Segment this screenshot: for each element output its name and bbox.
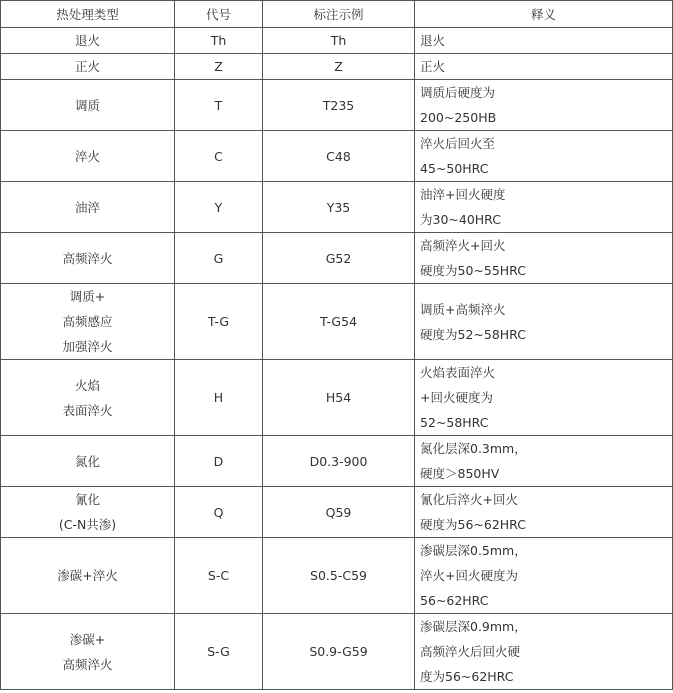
- table-header-row: [1, 1, 673, 28]
- cell-type-line: 渗碳+淬火: [57, 568, 118, 583]
- cell-type-line: 高频淬火: [62, 656, 113, 672]
- cell-type-line: 调质+: [69, 289, 106, 304]
- table-row: [1, 80, 673, 131]
- header-code: 代号: [175, 1, 263, 28]
- cell-meaning: [415, 436, 673, 487]
- cell-meaning: [415, 360, 673, 436]
- cell-code: Z: [175, 54, 263, 80]
- cell-meaning-line: 45~50HRC: [420, 161, 489, 176]
- cell-meaning-line: 度为56~62HRC: [420, 669, 514, 684]
- cell-meaning-line: 56~62HRC: [420, 593, 489, 608]
- cell-example: Z: [263, 54, 415, 80]
- cell-meaning: [415, 614, 673, 690]
- cell-example: C48: [263, 131, 415, 182]
- cell-type-line: 火焰: [74, 377, 100, 393]
- cell-type-line: 高频淬火: [62, 250, 113, 266]
- table-body: [1, 28, 673, 690]
- cell-meaning-line: 高频淬火+回火: [420, 238, 506, 253]
- cell-meaning: [415, 54, 673, 80]
- cell-type-line: 加强淬火: [62, 339, 113, 354]
- cell-meaning-line: 调质后硬度为: [420, 85, 496, 100]
- cell-type-line: 淬火: [74, 148, 100, 164]
- cell-example: H54: [263, 360, 415, 436]
- cell-example: Q59: [263, 487, 415, 538]
- cell-meaning-line: 硬度＞850HV: [420, 466, 500, 481]
- cell-meaning-line: 硬度为56~62HRC: [420, 517, 526, 532]
- cell-example: T-G54: [263, 284, 415, 360]
- cell-meaning-line: 氰化后淬火+回火: [420, 492, 518, 507]
- cell-type: [1, 233, 175, 284]
- cell-code: T-G: [175, 284, 263, 360]
- table-row: [1, 131, 673, 182]
- cell-meaning-line: 硬度为50~55HRC: [420, 263, 526, 278]
- table-row: [1, 614, 673, 690]
- cell-meaning-line: +回火硬度为: [420, 390, 493, 405]
- table-row: [1, 360, 673, 436]
- table-row: [1, 182, 673, 233]
- cell-type: [1, 54, 175, 80]
- cell-meaning-line: 渗碳层深0.5mm，: [420, 543, 527, 558]
- cell-meaning-line: 渗碳层深0.9mm，: [420, 619, 527, 634]
- cell-type: [1, 80, 175, 131]
- cell-code: Q: [175, 487, 263, 538]
- table-row: [1, 284, 673, 360]
- cell-meaning: [415, 487, 673, 538]
- cell-meaning: [415, 131, 673, 182]
- header-type: 热处理类型: [1, 1, 175, 28]
- cell-type-line: 退火: [74, 33, 100, 48]
- cell-type: [1, 360, 175, 436]
- cell-meaning: [415, 233, 673, 284]
- cell-type-line: 油淬: [74, 199, 100, 215]
- cell-type-line: 调质: [74, 97, 100, 113]
- cell-meaning-line: 高频淬火后回火硬: [420, 644, 521, 659]
- table-row: [1, 54, 673, 80]
- cell-type: [1, 284, 175, 360]
- cell-code: Y: [175, 182, 263, 233]
- cell-meaning: [415, 80, 673, 131]
- cell-meaning-line: 为30~40HRC: [420, 212, 501, 227]
- cell-type-line: 高频感应: [62, 314, 113, 329]
- cell-meaning-line: 淬火+回火硬度为: [420, 568, 518, 583]
- cell-type-line: (C-N共渗): [58, 517, 117, 532]
- cell-meaning: [415, 284, 673, 360]
- cell-type: [1, 436, 175, 487]
- cell-meaning-line: 淬火后回火至: [420, 136, 496, 151]
- cell-type-line: 氮化: [74, 453, 100, 469]
- cell-type-line: 表面淬火: [62, 402, 113, 418]
- cell-meaning: [415, 28, 673, 54]
- cell-type-line: 渗碳+: [69, 631, 106, 647]
- cell-meaning-line: 氮化层深0.3mm，: [420, 441, 527, 456]
- cell-example: D0.3-900: [263, 436, 415, 487]
- cell-code: H: [175, 360, 263, 436]
- cell-type-line: 氰化: [74, 492, 100, 507]
- cell-example: Th: [263, 28, 415, 54]
- cell-meaning-line: 调质+高频淬火: [420, 301, 506, 317]
- table-row: [1, 436, 673, 487]
- cell-example: G52: [263, 233, 415, 284]
- cell-meaning-line: 52~58HRC: [420, 415, 489, 430]
- table-row: [1, 28, 673, 54]
- cell-example: S0.9-G59: [263, 614, 415, 690]
- cell-code: S-C: [175, 538, 263, 614]
- cell-meaning-line: 油淬+回火硬度: [420, 187, 506, 202]
- cell-meaning-line: 正火: [420, 59, 446, 74]
- cell-meaning-line: 退火: [420, 33, 446, 48]
- cell-type: [1, 614, 175, 690]
- cell-meaning: [415, 182, 673, 233]
- cell-type: [1, 538, 175, 614]
- cell-example: T235: [263, 80, 415, 131]
- cell-code: C: [175, 131, 263, 182]
- cell-type: [1, 131, 175, 182]
- cell-meaning-line: 200~250HB: [420, 110, 497, 125]
- cell-type-line: 正火: [74, 59, 100, 74]
- cell-code: G: [175, 233, 263, 284]
- table-row: [1, 233, 673, 284]
- cell-type: [1, 28, 175, 54]
- cell-meaning: [415, 538, 673, 614]
- cell-code: S-G: [175, 614, 263, 690]
- header-meaning: 释义: [415, 1, 673, 28]
- cell-example: Y35: [263, 182, 415, 233]
- table-row: [1, 538, 673, 614]
- cell-code: T: [175, 80, 263, 131]
- table-row: [1, 487, 673, 538]
- cell-code: D: [175, 436, 263, 487]
- cell-example: S0.5-C59: [263, 538, 415, 614]
- cell-meaning-line: 火焰表面淬火: [420, 365, 496, 380]
- header-example: 标注示例: [263, 1, 415, 28]
- cell-code: Th: [175, 28, 263, 54]
- cell-type: [1, 487, 175, 538]
- cell-type: [1, 182, 175, 233]
- cell-meaning-line: 硬度为52~58HRC: [420, 326, 526, 342]
